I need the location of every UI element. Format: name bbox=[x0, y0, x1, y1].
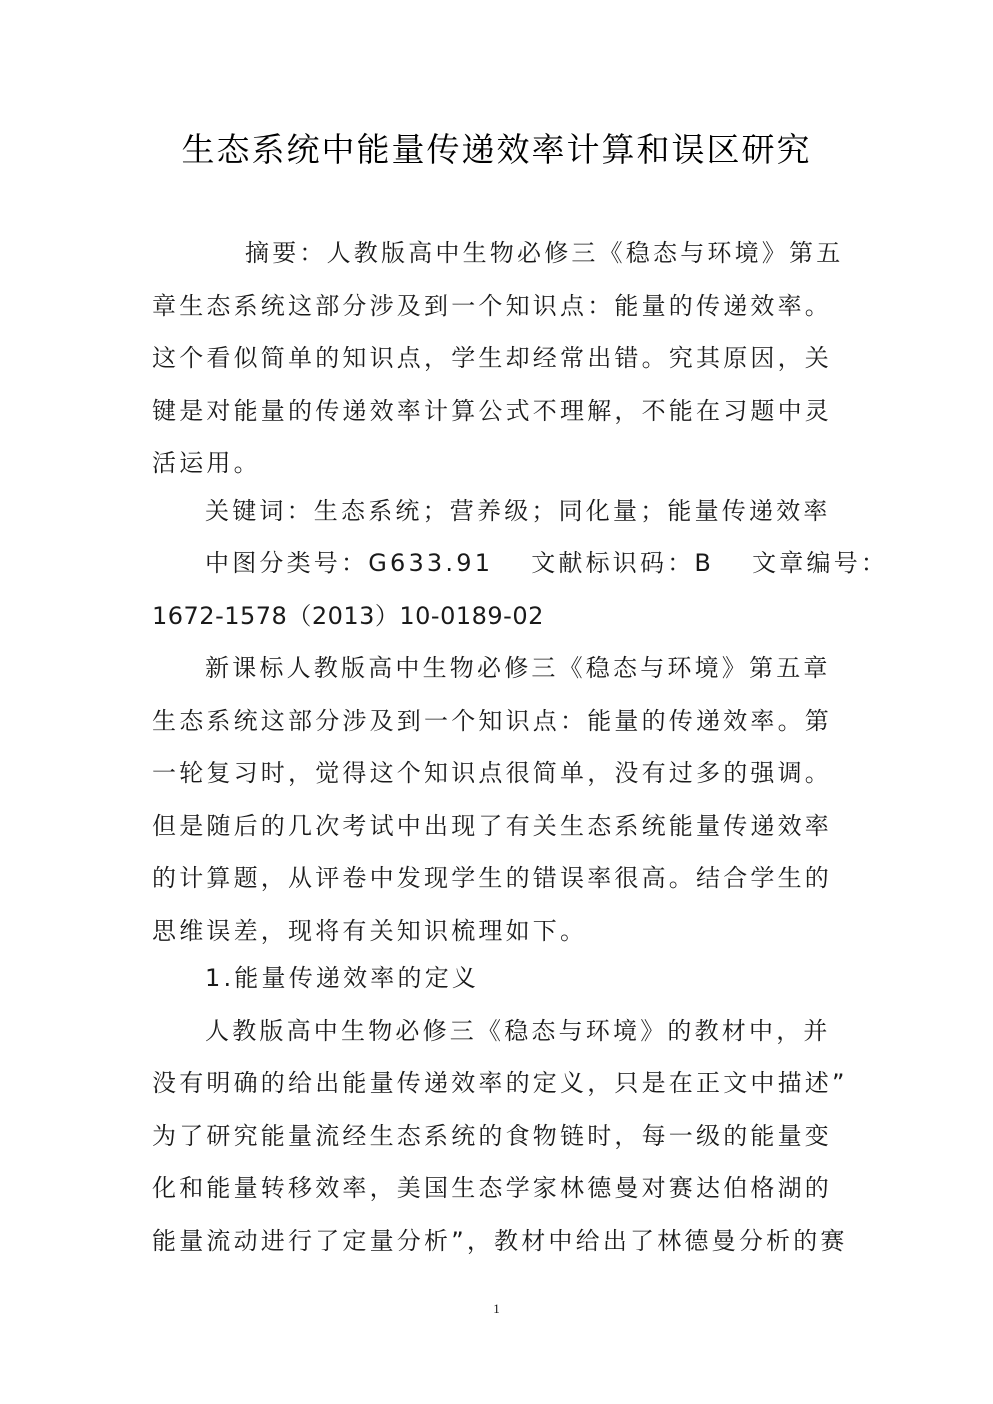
intro-line-1: 新课标人教版高中生物必修三《稳态与环境》第五章 bbox=[205, 654, 831, 682]
abstract-line-1: 摘要：人教版高中生物必修三《稳态与环境》第五 bbox=[245, 239, 844, 267]
section-1-line-3: 为了研究能量流经生态系统的食物链时，每一级的能量变 bbox=[152, 1122, 832, 1150]
section-1-line-4: 化和能量转移效率，美国生态学家林德曼对赛达伯格湖的 bbox=[152, 1174, 832, 1202]
classification-line-2: 1672-1578（2013）10-0189-02 bbox=[152, 602, 544, 630]
intro-line-5: 的计算题，从评卷中发现学生的错误率很高。结合学生的 bbox=[152, 864, 832, 892]
document-title: 生态系统中能量传递效率计算和误区研究 bbox=[181, 130, 812, 169]
intro-line-4: 但是随后的几次考试中出现了有关生态系统能量传递效率 bbox=[152, 812, 832, 840]
abstract-line-2: 章生态系统这部分涉及到一个知识点：能量的传递效率。 bbox=[152, 292, 832, 320]
abstract-line-3: 这个看似简单的知识点，学生却经常出错。究其原因，关 bbox=[152, 344, 832, 372]
intro-line-6: 思维误差，现将有关知识梳理如下。 bbox=[152, 917, 588, 945]
section-1-line-5: 能量流动进行了定量分析”，教材中给出了林德曼分析的赛 bbox=[152, 1227, 848, 1255]
section-1-line-2: 没有明确的给出能量传递效率的定义，只是在正文中描述” bbox=[152, 1069, 848, 1097]
keywords-line: 关键词：生态系统；营养级；同化量；能量传递效率 bbox=[205, 497, 831, 525]
section-1-line-1: 人教版高中生物必修三《稳态与环境》的教材中，并 bbox=[205, 1017, 831, 1045]
classification-line-1: 中图分类号：G633.91 文献标识码：B 文章编号： bbox=[205, 549, 889, 577]
abstract-line-5: 活运用。 bbox=[152, 449, 261, 477]
intro-line-2: 生态系统这部分涉及到一个知识点：能量的传递效率。第 bbox=[152, 707, 832, 735]
section-1-heading: 1.能量传递效率的定义 bbox=[205, 964, 480, 992]
page-number: 1 bbox=[493, 1301, 500, 1316]
intro-line-3: 一轮复习时，觉得这个知识点很简单，没有过多的强调。 bbox=[152, 759, 832, 787]
abstract-line-4: 键是对能量的传递效率计算公式不理解，不能在习题中灵 bbox=[152, 397, 832, 425]
